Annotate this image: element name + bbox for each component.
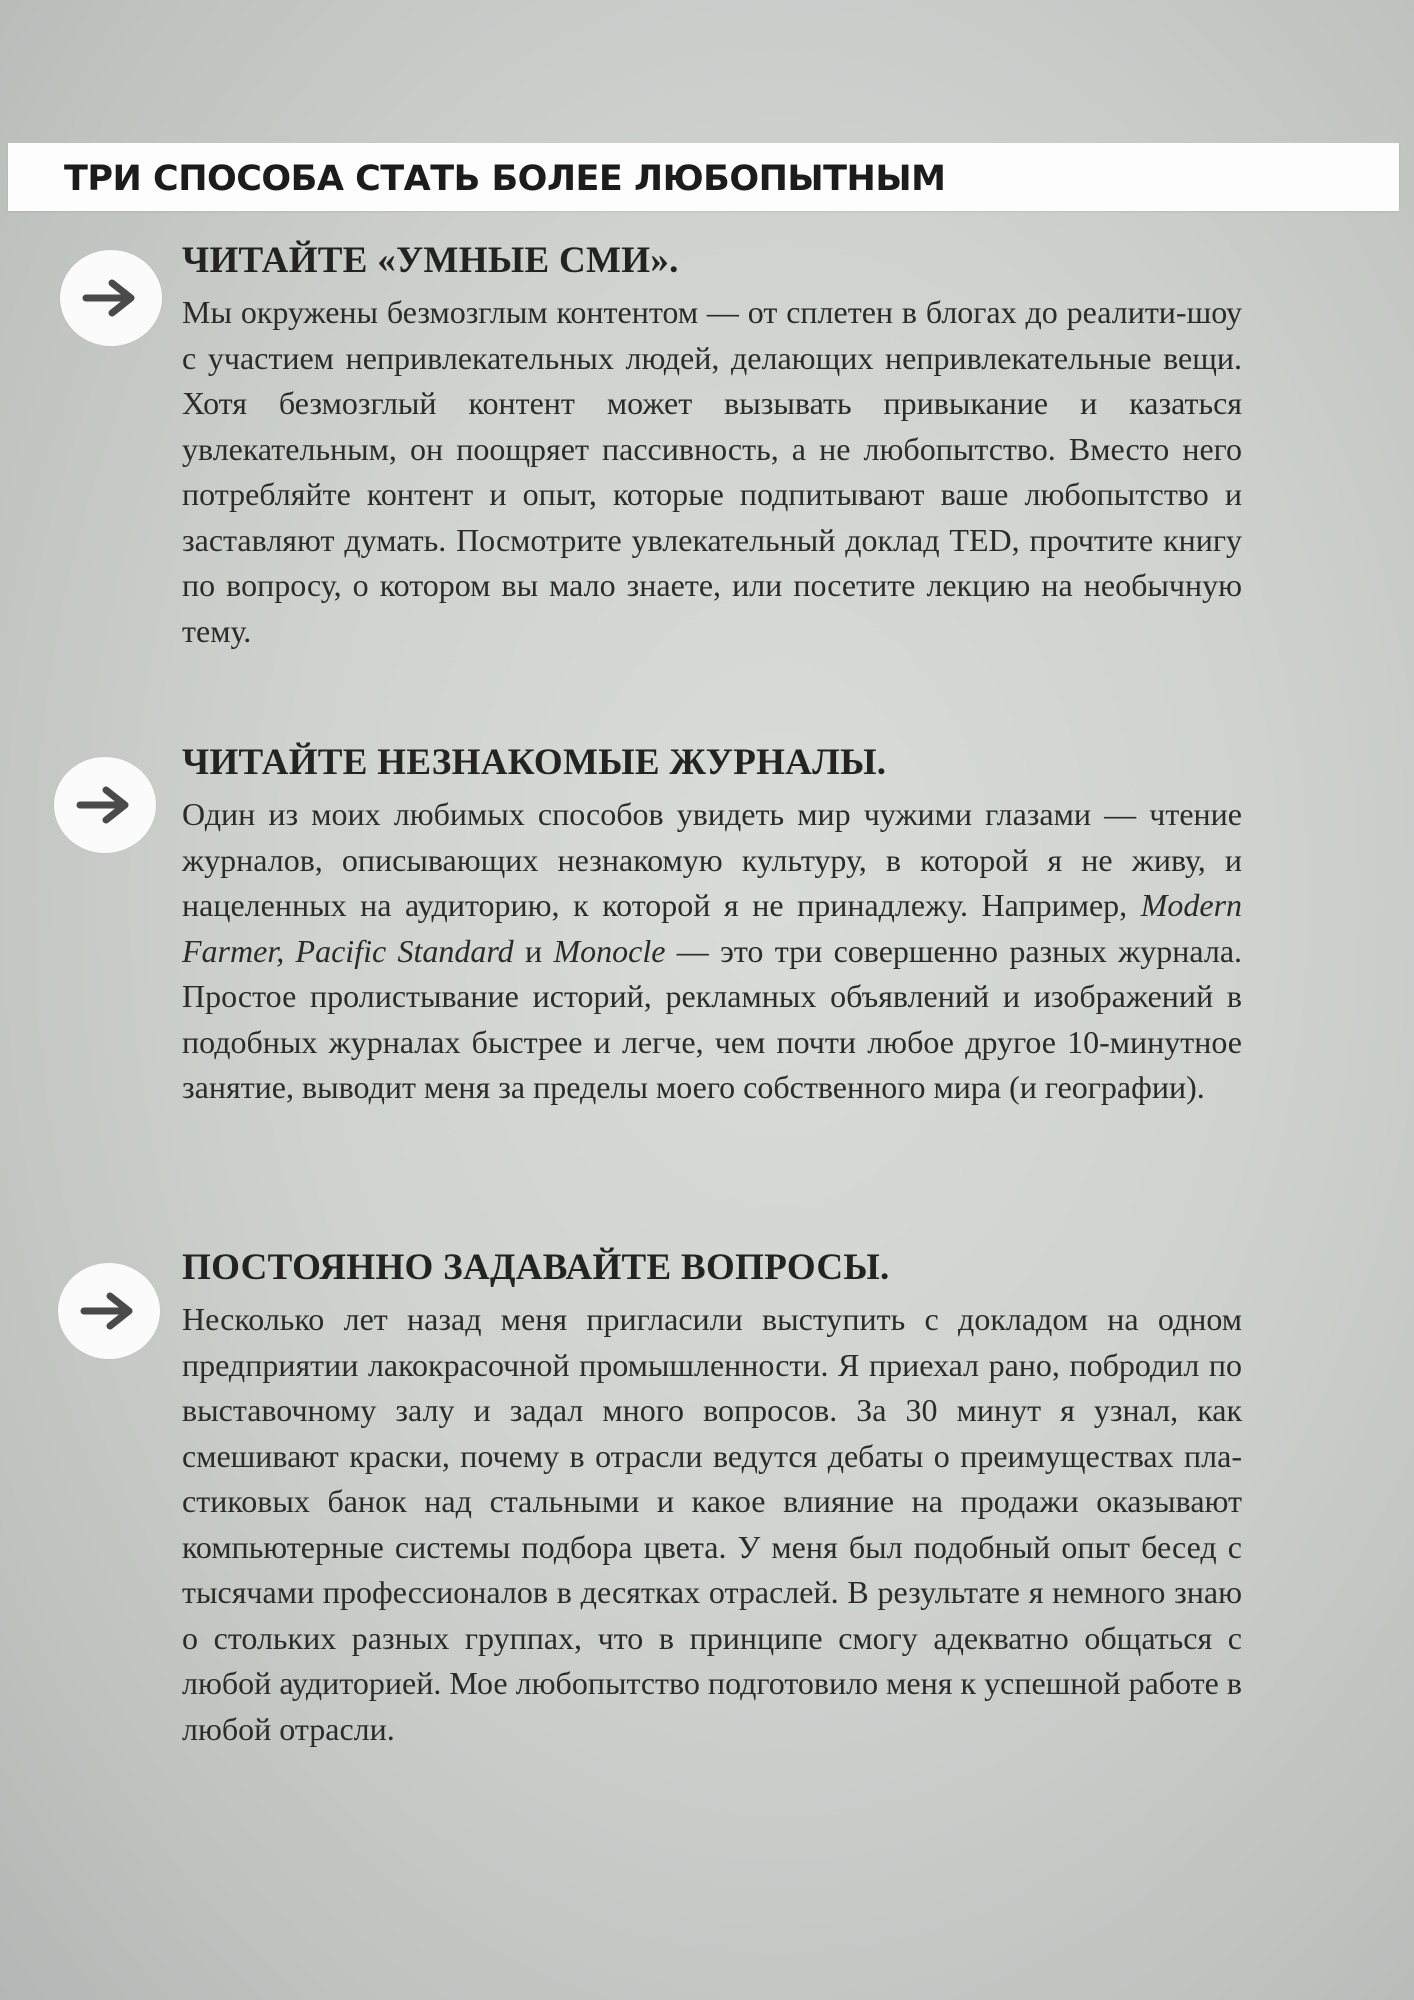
section-unfamiliar-magazines [182,740,1242,1111]
section-body: Мы окружены безмозглым контентом — от сплетен в блогах до реалити-шоу с участием непривлекательных людей, делающих непривлекательные вещи. Хотя безмозглый контент может вызывать привыкание и казаться увлекательным, он поощряет пассивность, а не любопытство. Вместо него потребляйте контент и опыт, которые подпитывают ваше любопытство и заставляют думать. Посмотрите увлекательный доклад TED, прочтите книгу по вопросу, о котором вы мало знаете, или посетите лекцию на необычную тему. [182,294,1242,649]
magazine-names: Modern Farmer, Pacific Standard [182,887,1243,969]
arrow-right-icon-glyph [76,785,134,825]
section-body: Несколько лет назад меня пригласили выступить с докладом на одном предприятии лакокрасочной промышленности. Я приехал рано, побродил по выставочному залу и задал много вопросов. За 30 минут я узнал, как смешивают краски, почему в отрасли ведутся дебаты о преимуществах пластиковых банок над стальными и какое влияние на продажи оказывают компьютерные системы подбора цвета. У меня был подобный опыт бесед с тысячами профессионалов в десятках отраслей. В результате я немного знаю о стольких разных группах, что в принципе смогу адекватно общаться с любой аудиторией. Мое любопытство подготовило меня к успешной работе в любой отрасли. [182,1301,1242,1747]
page-title: ТРИ СПОСОБА СТАТЬ БОЛЕЕ ЛЮБОПЫТНЫМ [64,159,946,199]
body-text: — это три совершенно разных журнала. Простое пролистывание историй, рекламных объявлений и изображений в подобных журналах быстрее и легче, чем почти любое другое 10-минутное занятие, выводит меня за пределы моего собственного мира (и географии). [182,932,1243,1105]
section-body [182,792,1242,1111]
body-text: и [525,932,543,969]
header-band [8,143,1399,211]
section-title: ЧИТАЙТЕ «УМНЫЕ СМИ». [182,240,679,281]
arrow-right-icon [54,757,156,853]
arrow-right-icon-glyph [82,278,140,318]
body-text: Один из моих любимых способов увидеть мир чужими глазами — чтение журналов, описывающих незнакомую культуру, в которой я не живу, и нацеленных на аудиторию, к которой я не принадлежу. Например, [182,796,1242,923]
section-smart-media [182,238,1242,654]
section-title: ПОСТОЯННО ЗАДАВАЙТЕ ВОПРОСЫ. [182,1247,890,1288]
section-ask-questions [182,1245,1242,1752]
arrow-right-icon [60,250,162,346]
section-title: ЧИТАЙТЕ НЕЗНАКОМЫЕ ЖУРНАЛЫ. [182,742,887,783]
arrow-right-icon [58,1263,160,1359]
magazine-name: Monocle [553,932,666,969]
arrow-right-icon-glyph [80,1291,138,1331]
